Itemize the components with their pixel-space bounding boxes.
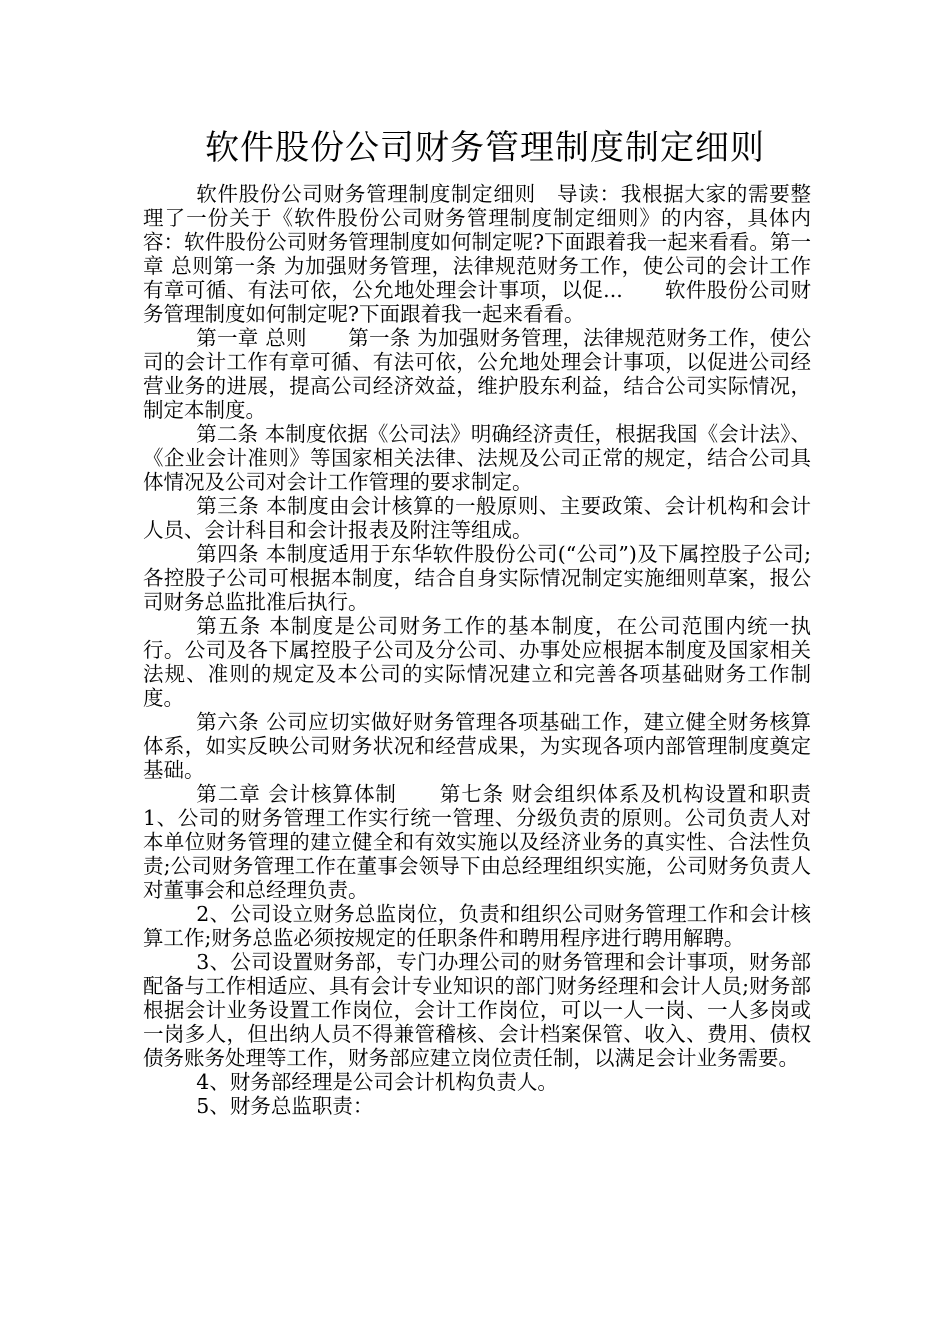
paragraph-item-4: 4、财务部经理是公司会计机构负责人。 [196, 1070, 558, 1094]
paragraph-article-4: 第四条 本制度适用于东华软件股份公司(“公司”)及下属控股子公司;各控股子公司可根据本制度，结合自身实际情况制定实施细则草案，报公司财务总监批准后执行。 [143, 542, 811, 614]
document-page [143, 120, 852, 1118]
paragraph-article-5: 第五条 本制度是公司财务工作的基本制度，在公司范围内统一执行。公司及各下属控股子公司及分公司、办事处应根据本制度及国家相关法规、准则的规定及本公司的实际情况建立和完善各项基础财务工作制度。 [143, 614, 811, 710]
paragraph-intro: 软件股份公司财务管理制度制定细则 导读：我根据大家的需要整理了一份关于《软件股份公司财务管理制度制定细则》的内容，具体内容：软件股份公司财务管理制度如何制定呢?下面跟着我一起来看看。第一章 总则第一条 为加强财务管理，法律规范财务工作，使公司的会计工作有章可循、有法可依，公允地处理会计事项，以促... 软件股份公司财务管理制度如何制定呢?下面跟着我一起来看看。 [143, 182, 811, 326]
paragraph-article-1: 第一章 总则 第一条 为加强财务管理，法律规范财务工作，使公司的会计工作有章可循、有法可依，公允地处理会计事项，以促进公司经营业务的进展，提高公司经济效益，维护股东利益，结合公司实际情况，制定本制度。 [143, 326, 811, 422]
paragraph-article-6: 第六条 公司应切实做好财务管理各项基础工作，建立健全财务核算体系，如实反映公司财务状况和经营成果，为实现各项内部管理制度奠定基础。 [143, 710, 811, 782]
paragraph-item-2: 2、公司设立财务总监岗位，负责和组织公司财务管理工作和会计核算工作;财务总监必须按规定的任职条件和聘用程序进行聘用解聘。 [143, 902, 811, 950]
paragraph-item-5: 5、财务总监职责： [196, 1094, 374, 1118]
paragraph-article-7-item-1: 第二章 会计核算体制 第七条 财会组织体系及机构设置和职责 1、公司的财务管理工作实行统一管理、分级负责的原则。公司负责人对本单位财务管理的建立健全和有效实施以及经济业务的真实性、合法性负责;公司财务管理工作在董事会领导下由总经理组织实施，公司财务负责人对董事会和总经理负责。 [143, 782, 852, 902]
paragraph-item-3: 3、公司设置财务部，专门办理公司的财务管理和会计事项，财务部配备与工作相适应、具有会计专业知识的部门财务经理和会计人员;财务部根据会计业务设置工作岗位，会计工作岗位，可以一人一岗、一人多岗或一岗多人，但出纳人员不得兼管稽核、会计档案保管、收入、费用、债权债务账务处理等工作，财务部应建立岗位责任制，以满足会计业务需要。 [143, 950, 811, 1070]
document-title: 软件股份公司财务管理制度制定细则 [205, 128, 765, 168]
document-body [143, 182, 852, 1118]
paragraph-article-3: 第三条 本制度由会计核算的一般原则、主要政策、会计机构和会计人员、会计科目和会计报表及附注等组成。 [143, 494, 811, 542]
paragraph-article-2: 第二条 本制度依据《公司法》明确经济责任，根据我国《会计法》、《企业会计准则》等国家相关法律、法规及公司正常的规定，结合公司具体情况及公司对会计工作管理的要求制定。 [143, 422, 811, 494]
